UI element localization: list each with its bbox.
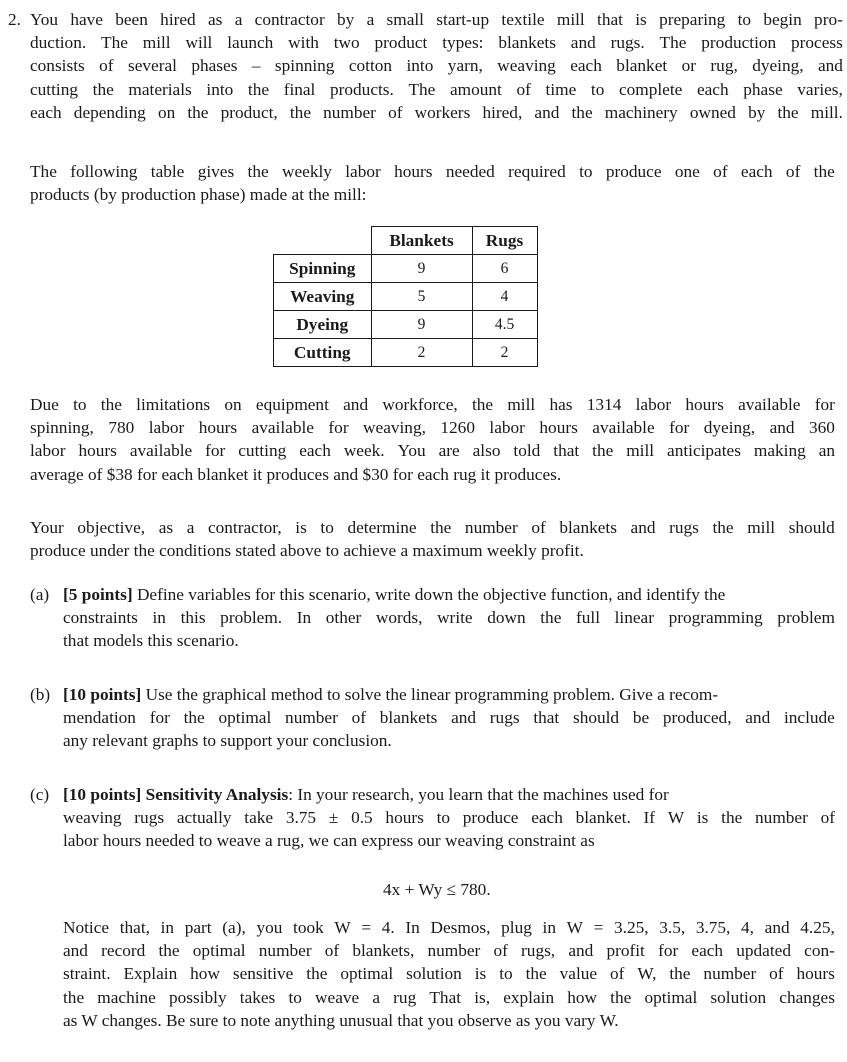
part-b-points: [10 points] <box>63 685 142 704</box>
table-row <box>274 255 538 283</box>
cell-blankets: 5 <box>371 283 472 311</box>
cell-rugs: 4 <box>472 283 537 311</box>
part-c-line: labor hours needed to weave a rug, we can express our weaving constraint as <box>63 831 595 851</box>
cell-blankets: 9 <box>371 255 472 283</box>
notice-line: straint. Explain how sensitive the optimal solution is to the value of W, the number of hours <box>63 964 835 984</box>
objective-paragraph <box>30 516 835 562</box>
notice-line: the machine possibly takes to weave a rug That is, explain how the optimal solution changes <box>63 987 835 1007</box>
part-b-label: (b) <box>30 685 51 704</box>
intro-line: cutting the materials into the final products. The amount of time to complete each phase varies, <box>30 79 843 99</box>
row-header: Cutting <box>274 339 372 367</box>
table-header-row <box>274 227 538 255</box>
part-c-points: [10 points] <box>63 785 142 804</box>
table-row <box>274 283 538 311</box>
part-b-line: any relevant graphs to support your conclusion. <box>63 731 392 751</box>
table-intro-line: The following table gives the weekly labor hours needed required to produce one of each of the <box>30 162 835 181</box>
labor-hours-table <box>273 226 538 367</box>
constraints-line: Due to the limitations on equipment and workforce, the mill has 1314 labor hours available for <box>30 395 835 414</box>
part-c-first-line <box>63 783 835 806</box>
table-row <box>274 339 538 367</box>
part-b-first-line <box>63 683 835 706</box>
part-a-line1: Define variables for this scenario, write down the objective function, and identify the <box>136 585 726 604</box>
part-a-label: (a) <box>30 585 50 604</box>
part-c-notice <box>63 916 835 1032</box>
intro-line: duction. The mill will launch with two product types: blankets and rugs. The production process <box>30 33 843 53</box>
part-a-line: constraints in this problem. In other words, write down the full linear programming problem <box>63 608 835 628</box>
part-b-line: mendation for the optimal number of blankets and rugs that should be produced, and include <box>63 708 835 728</box>
part-b-line1: Use the graphical method to solve the linear programming problem. Give a recom- <box>145 685 719 704</box>
intro-line: You have been hired as a contractor by a small start-up textile mill that is preparing to begin pro- <box>30 10 843 29</box>
table-intro <box>30 160 835 206</box>
part-c-label: (c) <box>30 785 50 804</box>
row-header: Dyeing <box>274 311 372 339</box>
notice-line: Notice that, in part (a), you took W = 4. In Desmos, plug in W = 3.25, 3.5, 3.75, 4, and 4.25, <box>63 918 835 937</box>
table-intro-line: products (by production phase) made at the mill: <box>30 185 367 205</box>
table-row <box>274 311 538 339</box>
intro-line: consists of several phases – spinning cotton into yarn, weaving each blanket or rug, dyeing, and <box>30 56 843 76</box>
weaving-constraint-equation: 4x + Wy ≤ 780. <box>383 880 491 899</box>
part-a-points: [5 points] <box>63 585 133 604</box>
constraints-line: labor hours available for cutting each week. You are also told that the mill anticipates making an <box>30 441 835 461</box>
cell-rugs: 2 <box>472 339 537 367</box>
constraints-line: average of $38 for each blanket it produces and $30 for each rug it produces. <box>30 464 562 484</box>
table-corner <box>274 227 372 255</box>
intro-line: each depending on the product, the number of workers hired, and the machinery owned by the mill. <box>30 102 843 122</box>
objective-line: produce under the conditions stated above to achieve a maximum weekly profit. <box>30 541 584 561</box>
cell-rugs: 6 <box>472 255 537 283</box>
constraints-line: spinning, 780 labor hours available for weaving, 1260 labor hours available for dyeing, and 360 <box>30 418 835 438</box>
row-header: Spinning <box>274 255 372 283</box>
part-c-heading: Sensitivity Analysis <box>145 785 289 804</box>
column-header-blankets: Blankets <box>371 227 472 255</box>
column-header-rugs: Rugs <box>472 227 537 255</box>
part-c-line: weaving rugs actually take 3.75 ± 0.5 hours to produce each blanket. If W is the number of <box>63 808 835 828</box>
part-a-first-line <box>63 583 835 606</box>
notice-line: as W changes. Be sure to note anything unusual that you observe as you vary W. <box>63 1010 619 1030</box>
cell-blankets: 2 <box>371 339 472 367</box>
cell-blankets: 9 <box>371 311 472 339</box>
row-header: Weaving <box>274 283 372 311</box>
part-c-line1: : In your research, you learn that the machines used for <box>288 785 669 804</box>
notice-line: and record the optimal number of blankets, number of rugs, and profit for each updated con- <box>63 941 835 961</box>
objective-line: Your objective, as a contractor, is to determine the number of blankets and rugs the mill should <box>30 518 835 537</box>
constraints-paragraph <box>30 393 835 486</box>
problem-number: 2. <box>8 10 21 29</box>
part-a-line: that models this scenario. <box>63 631 239 651</box>
cell-rugs: 4.5 <box>472 311 537 339</box>
